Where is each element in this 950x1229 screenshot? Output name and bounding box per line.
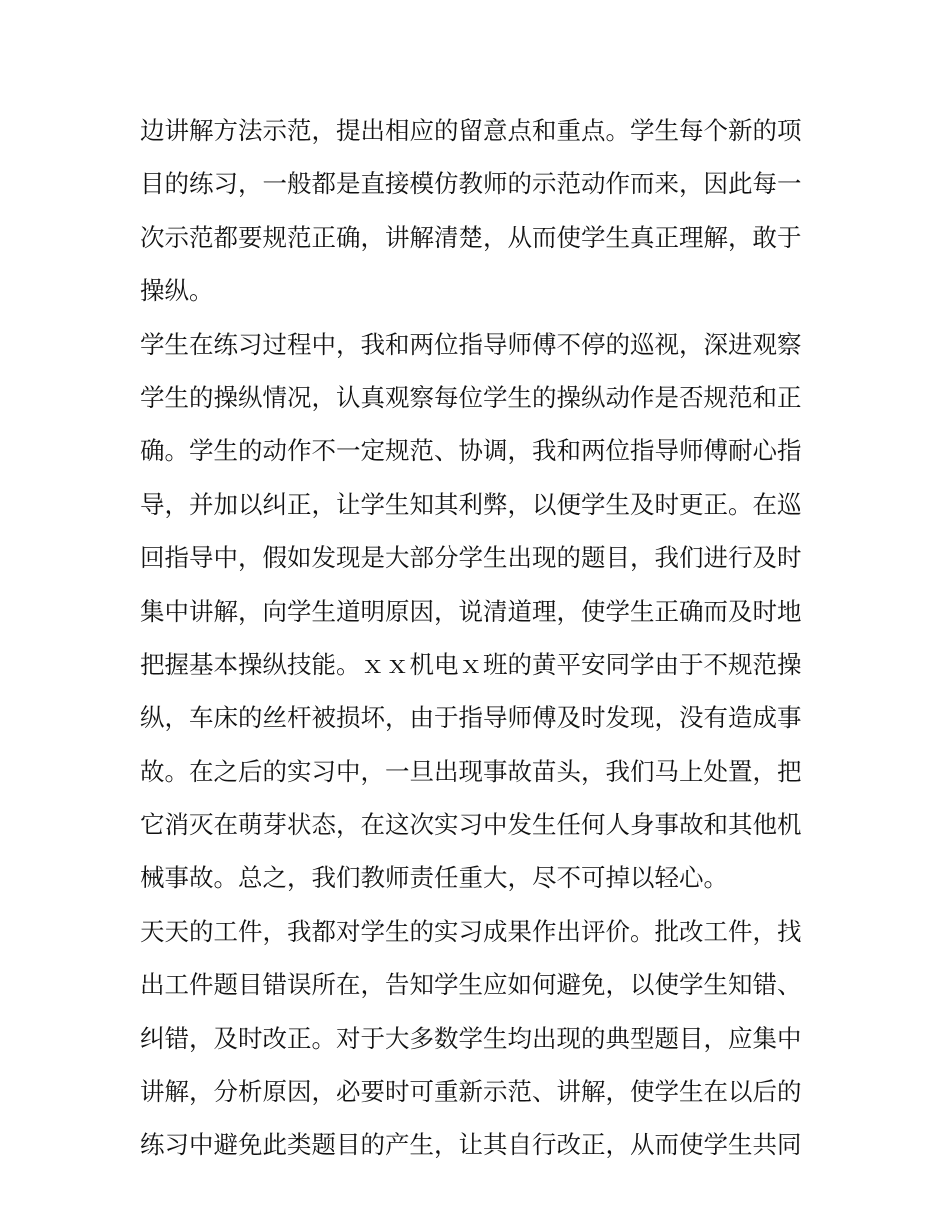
text-line: 操纵。 <box>140 276 214 306</box>
text-line: 纵，车床的丝杆被损坏，由于指导师傅及时发现，没有造成事 <box>140 703 802 733</box>
text-line: 边讲解方法示范，提出相应的留意点和重点。学生每个新的项 <box>140 116 802 145</box>
text-line: 学生在练习过程中，我和两位指导师傅不停的巡视，深进观察 <box>140 329 802 359</box>
text-line: 它消灭在萌芽状态，在这次实习中发生任何人身事故和其他机 <box>140 810 802 840</box>
text-line: 纠错，及时改正。对于大多数学生均出现的典型题目，应集中 <box>140 1023 802 1053</box>
text-line: 讲解，分析原因，必要时可重新示范、讲解，使学生在以后的 <box>140 1077 802 1107</box>
text-line: 回指导中，假如发现是大部分学生出现的题目，我们进行及时 <box>140 543 802 573</box>
text-line: 确。学生的动作不一定规范、协调，我和两位指导师傅耐心指 <box>140 436 802 466</box>
text-line: 故。在之后的实习中，一旦出现事故苗头，我们马上处置，把 <box>140 756 802 786</box>
body-text <box>140 104 820 1172</box>
text-line: 集中讲解，向学生道明原因，说清道理，使学生正确而及时地 <box>140 596 802 626</box>
text-line: 次示范都要规范正确，讲解清楚，从而使学生真正理解，敢于 <box>140 222 802 252</box>
text-line: 导，并加以纠正，让学生知其利弊，以便学生及时更正。在巡 <box>140 489 802 519</box>
text-line: 目的练习，一般都是直接模仿教师的示范动作而来，因此每一 <box>140 169 802 199</box>
text-line: 把握基本操纵技能。ｘｘ机电ｘ班的黄平安同学由于不规范操 <box>140 649 802 679</box>
text-line: 出工件题目错误所在，告知学生应如何避免，以使学生知错、 <box>140 970 802 1000</box>
text-line: 械事故。总之，我们教师责任重大，尽不可掉以轻心。 <box>140 863 728 893</box>
text-line: 练习中避免此类题目的产生，让其自行改正，从而使学生共同 <box>140 1130 802 1160</box>
text-line: 天天的工件，我都对学生的实习成果作出评价。批改工件，找 <box>140 916 802 946</box>
text-line: 学生的操纵情况，认真观察每位学生的操纵动作是否规范和正 <box>140 382 802 412</box>
